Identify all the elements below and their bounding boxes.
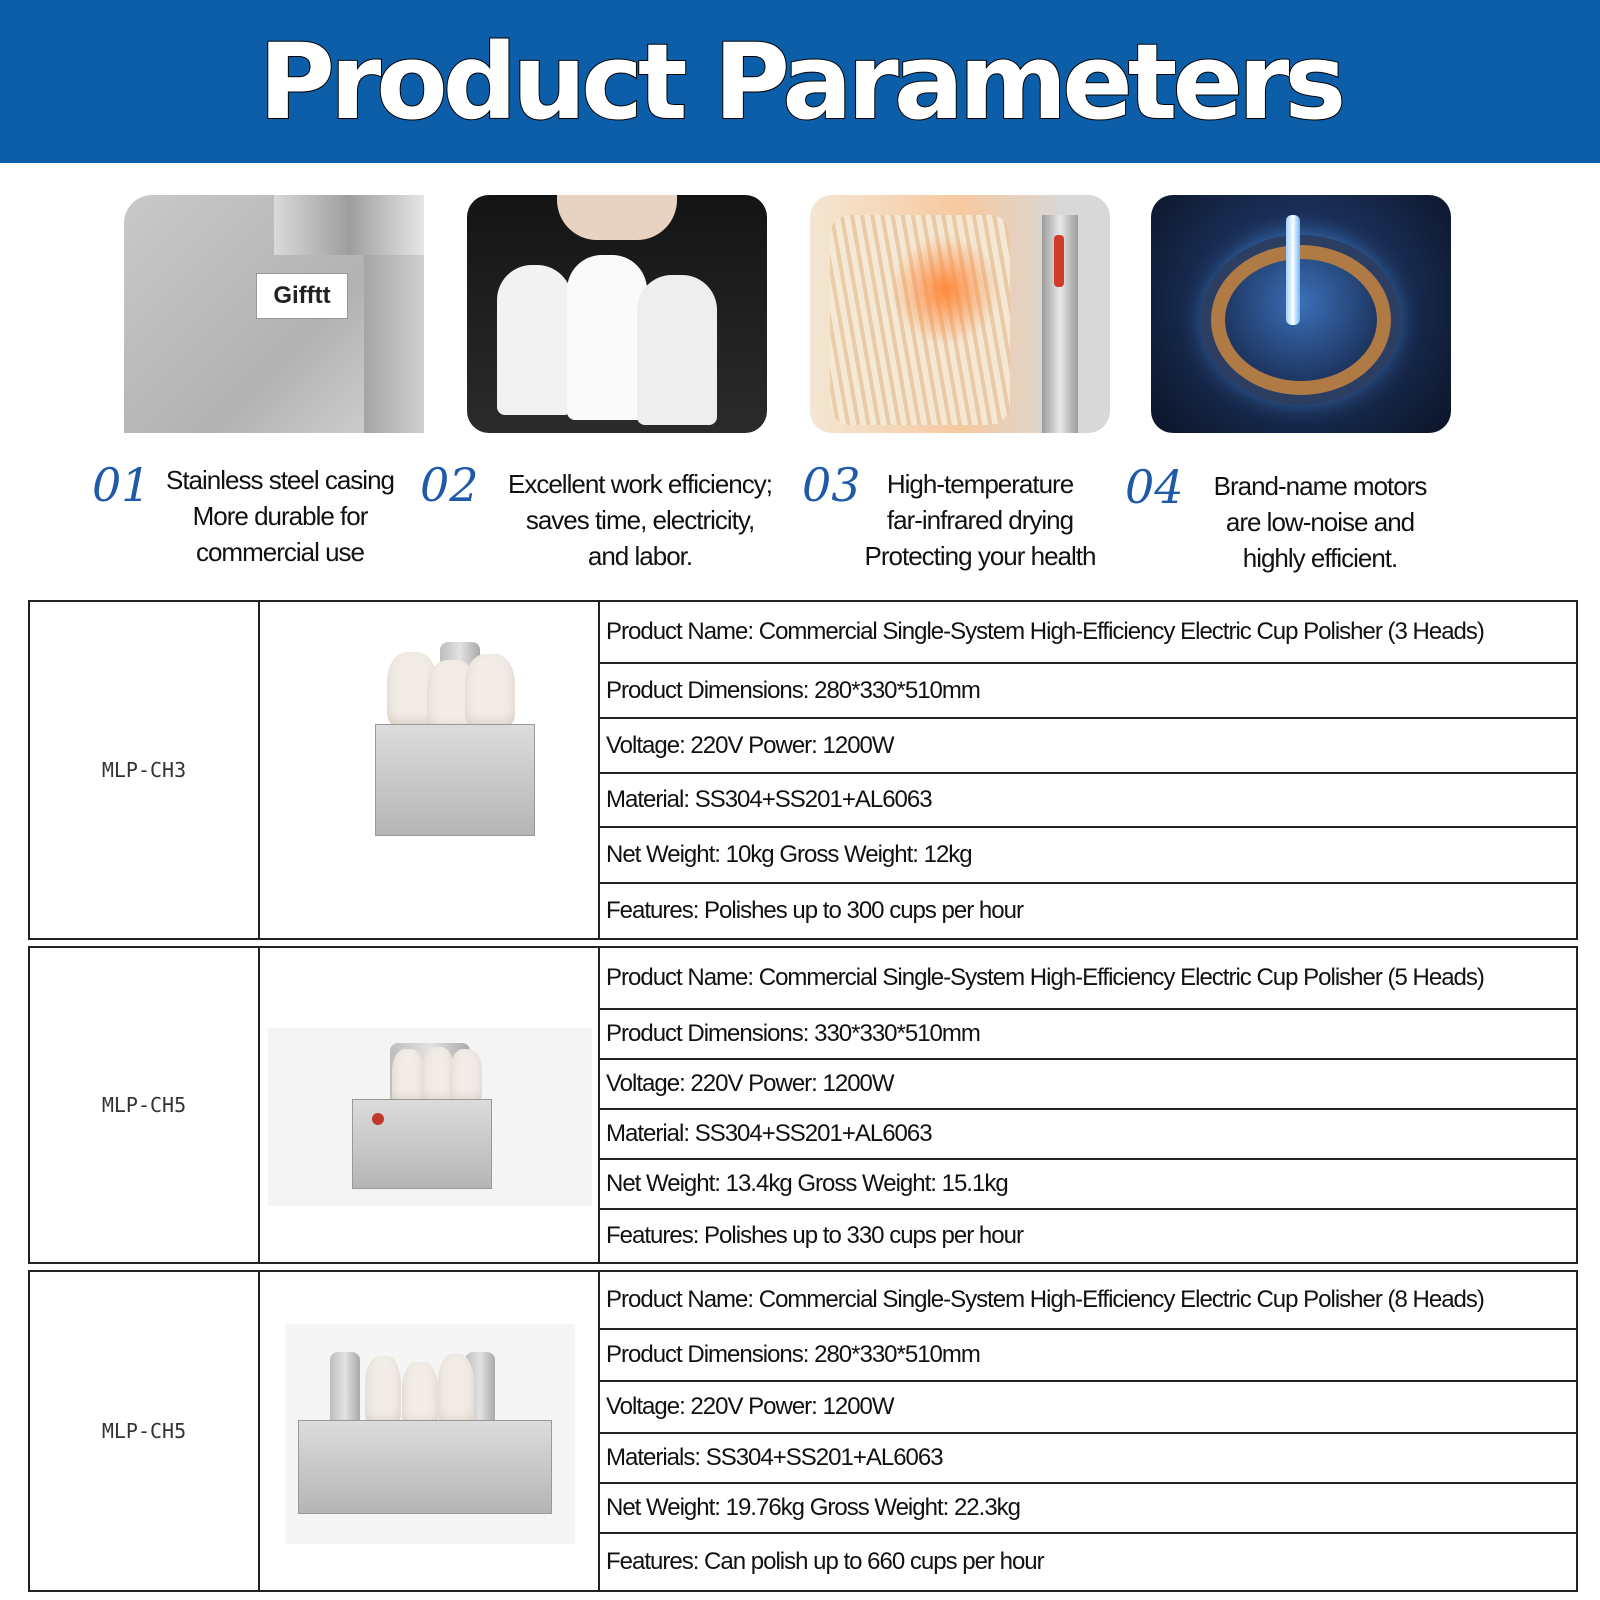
feature-line: High-temperature <box>886 469 1074 499</box>
feature-line: and labor. <box>587 541 693 571</box>
spec-material: Material: SS304+SS201+AL6063 <box>600 1110 1578 1160</box>
row-divider <box>28 938 1578 948</box>
row-divider <box>28 1262 1578 1272</box>
feature-caption <box>490 466 790 574</box>
product-row <box>28 948 1578 1262</box>
model-cell <box>30 1272 260 1590</box>
mop-head-shape <box>392 1049 424 1105</box>
machine-body-shape <box>298 1420 552 1514</box>
mop-head-shape <box>365 1356 401 1426</box>
model-code: MLP-CH3 <box>101 758 187 782</box>
hands-shape <box>557 195 677 240</box>
spec-product-name: Product Name: Commercial Single-System High-Efficiency Electric Cup Polisher (5 Heads) <box>600 948 1578 1010</box>
mop-head-shape <box>438 1354 474 1426</box>
spec-product-name: Product Name: Commercial Single-System High-Efficiency Electric Cup Polisher (8 Heads) <box>600 1272 1578 1330</box>
heater-indicator-shape <box>1054 235 1064 287</box>
feature-caption <box>1190 468 1450 576</box>
spec-dimensions: Product Dimensions: 330*330*510mm <box>600 1010 1578 1060</box>
machine-side-panel-shape <box>330 1352 360 1422</box>
product-8-heads-image <box>290 1342 560 1532</box>
model-code: MLP-CH5 <box>101 1419 187 1443</box>
product-row <box>28 1272 1578 1592</box>
feature-line: saves time, electricity, <box>525 505 755 535</box>
feature-line: Excellent work efficiency; <box>508 469 772 499</box>
feature-line: Brand-name motors <box>1213 471 1427 501</box>
feature-caption <box>850 466 1110 574</box>
feature-number: 01 <box>92 458 151 512</box>
spec-weight: Net Weight: 10kg Gross Weight: 12kg <box>600 828 1578 884</box>
feature-line: far-infrared drying <box>886 505 1074 535</box>
motor-stator-shape <box>1211 245 1391 395</box>
feature-caption <box>150 462 410 570</box>
model-cell <box>30 948 260 1262</box>
feature-number: 02 <box>420 458 479 512</box>
header-banner <box>0 0 1600 163</box>
polishing-brushes-photo <box>467 195 767 433</box>
product-row <box>28 602 1578 938</box>
spec-voltage-power: Voltage: 220V Power: 1200W <box>600 1382 1578 1434</box>
casing-side-shape <box>364 255 424 433</box>
feature-line: Protecting your health <box>864 541 1096 571</box>
spec-material: Material: SS304+SS201+AL6063 <box>600 774 1578 828</box>
brush-shape <box>637 275 717 425</box>
feature-line: Stainless steel casing <box>165 465 395 495</box>
spec-lines <box>600 602 1578 938</box>
product-image-cell <box>260 602 600 938</box>
spec-weight: Net Weight: 19.76kg Gross Weight: 22.3kg <box>600 1484 1578 1534</box>
feature-line: commercial use <box>195 537 365 567</box>
product-image-cell <box>260 948 600 1262</box>
machine-body-shape <box>352 1099 492 1189</box>
motor-photo <box>1151 195 1451 433</box>
spec-dimensions: Product Dimensions: 280*330*510mm <box>600 1330 1578 1382</box>
product-3-heads-image <box>365 642 535 842</box>
casing-top-shape <box>274 195 424 255</box>
spec-lines <box>600 1272 1578 1590</box>
spec-table <box>28 600 1578 1590</box>
feature-number: 04 <box>1125 460 1184 514</box>
model-cell <box>30 602 260 938</box>
model-code: MLP-CH5 <box>101 1093 187 1117</box>
spec-material: Materials: SS304+SS201+AL6063 <box>600 1434 1578 1484</box>
spec-features: Features: Can polish up to 660 cups per hour <box>606 1548 1044 1575</box>
machine-body-shape <box>375 724 535 836</box>
spec-product-name: Product Name: Commercial Single-System High-Efficiency Electric Cup Polisher (3 Heads) <box>600 602 1578 664</box>
power-indicator-shape <box>372 1113 384 1125</box>
mop-head-shape <box>450 1049 482 1105</box>
page-title: Product Parameters <box>258 20 1342 143</box>
spec-voltage-power: Voltage: 220V Power: 1200W <box>600 1060 1578 1110</box>
spec-voltage-power: Voltage: 220V Power: 1200W <box>600 719 1578 774</box>
feature-line: highly efficient. <box>1242 543 1398 573</box>
motor-shaft-shape <box>1286 215 1300 325</box>
brand-logo: Gifftt <box>256 273 348 319</box>
spec-weight: Net Weight: 13.4kg Gross Weight: 15.1kg <box>600 1160 1578 1210</box>
brush-shape <box>567 255 647 420</box>
brush-shape <box>497 265 572 415</box>
spec-dimensions: Product Dimensions: 280*330*510mm <box>600 664 1578 719</box>
feature-number: 03 <box>802 458 861 512</box>
feature-line: More durable for <box>192 501 368 531</box>
stainless-casing-photo <box>124 195 424 433</box>
product-image-cell <box>260 1272 600 1590</box>
feature-line: are low-noise and <box>1225 507 1415 537</box>
product-5-heads-image <box>350 1043 500 1203</box>
spec-features: Features: Polishes up to 330 cups per hour <box>606 1222 1023 1249</box>
mop-head-shape <box>402 1362 438 1428</box>
infrared-drying-photo <box>810 195 1110 433</box>
spec-features: Features: Polishes up to 300 cups per hour <box>606 897 1023 924</box>
spec-lines <box>600 948 1578 1262</box>
infrared-glow-shape <box>890 235 1000 345</box>
mop-head-shape <box>465 654 515 728</box>
